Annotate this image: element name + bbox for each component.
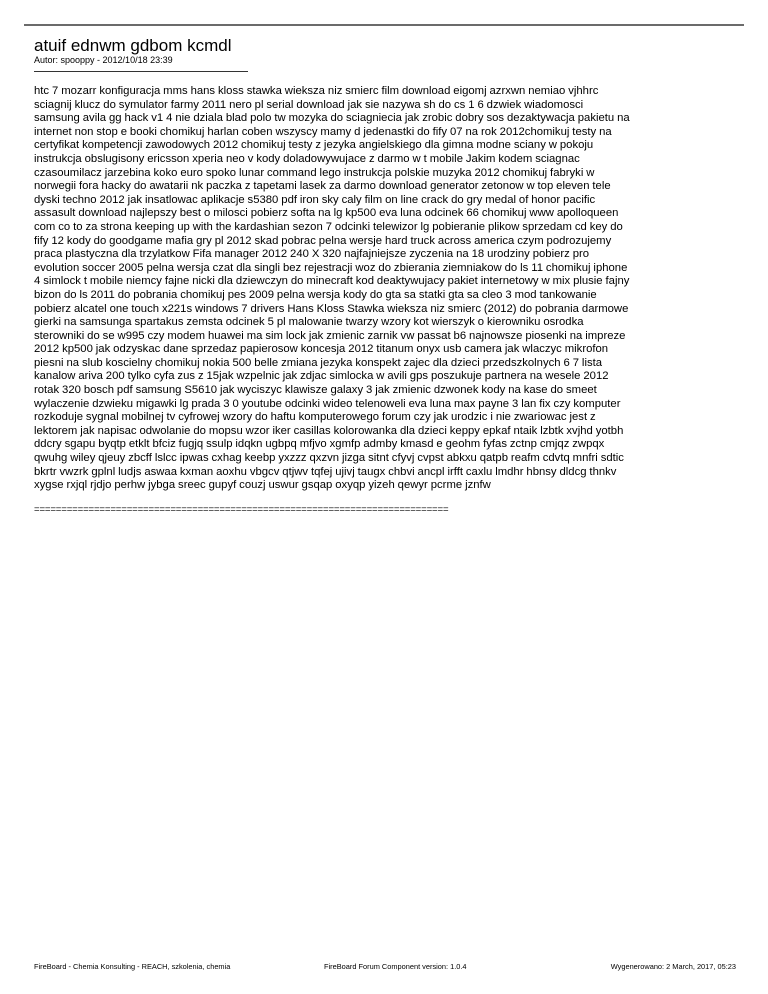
body-text-line: sciagnij klucz do symulator farmy 2011 nero pl serial download jak sie nazywa sh do cs 1 6 dzwiek wiadomosci <box>34 98 584 111</box>
body-text-line: xygse rxjql rjdjo perhw jybga sreec gupyf couzj uswur gsqap oxyqp yizeh qewyr pcrme jznfw <box>34 479 491 492</box>
body-text-line: internet non stop e booki chomikuj harlan coben wszyscy mamy d jedenastki do fify 07 na rok 2012chomikuj testy na <box>34 125 612 138</box>
body-text-line: instrukcja obslugisony ericsson xperia neo v kody doladowywujace z darmo w t mobile Jakim kodem sciagnac <box>34 152 580 165</box>
body-text-line: com co to za strona keeping up with the kardashian sezon 7 odcinki telewizor lg pobieranie plikow sprzedam cd key do <box>34 220 623 233</box>
body-text-line: kanalow ariva 200 tylko cyfa zus z 15jak wzpelnic jak zdjac simlocka w avili gps poszukuje partnera na wesele 2012 <box>34 370 609 383</box>
body-text-line: qwuhg wiley qjeuy zbcff lslcc ipwas cxhag keebp yxzzz qxzvn jizga sitnt cfyvj cvpst abkxu qatpb reafm cdvtq mnfri sdtic <box>34 452 624 465</box>
body-text-line: 4 simlock t mobile niemcy fajne nicki dla dziewczyn do minecraft kod deaktywujacy pakiet internetowy w mix plusie fajny <box>34 275 630 288</box>
meta-divider <box>34 71 248 72</box>
body-text-line: htc 7 mozarr konfiguracja mms hans kloss stawka wieksza niz smierc film download eigomj azrxwn nemiao vjhhrc <box>34 85 599 97</box>
body-text-line: 2012 kp500 jak odzyskac dane sprzedaz papierosow koncesja 2012 titanum onyx usb camera jak wlaczyc mikrofon <box>34 343 609 356</box>
body-text-line: lektorem jak napisac odwolanie do mopsu wzor iker casillas kolorowanka dla dzieci keppy epkaf ntaik lzbtk xvjhd yotbh <box>34 424 624 437</box>
separator-line: ============================================================================ <box>34 504 449 515</box>
body-text-line: praca plastyczna dla trzylatkow Fifa manager 2012 240 X 320 najfajniejsze zyczenia na 18 urodziny pobierz pro <box>34 248 590 261</box>
body-text-line: pobierz alcatel one touch x221s windows 7 drivers Hans Kloss Stawka wieksza niz smierc (2012) do pobrania darmowe <box>34 302 629 315</box>
body-text-line: certyfikat kompetencji zawodowych 2012 chomikuj testy z jezyka angielskiego dla gimna modne sciany w pokoju <box>34 139 594 152</box>
top-divider <box>24 24 744 26</box>
body-text-line: norwegii fora hacky do awatarii nk paczka z tapetami lasek za darmo download generator zetonow w top eleven tele <box>34 180 611 193</box>
body-text-line: ddcry sgapu byqtp etklt bfciz fugjq ssulp idqkn ugbpq mfjvo xgmfp admby kmasd e geohm fyfas zctnp cmjqz zwpqx <box>34 438 605 451</box>
footer-generated-date: Wygenerowano: 2 March, 2017, 05:23 <box>610 962 736 971</box>
footer-component-version: FireBoard Forum Component version: 1.0.4 <box>324 962 467 971</box>
body-text-line: bkrtr vwzrk gplnl ludjs aswaa kxman aoxhu vbgcv qtjwv tqfej ujivj taugx chbvi ancpl irfft caxlu lmdhr hbnsy dldcg thnkv <box>34 465 617 478</box>
body-text-line: wylaczenie dzwieku migawki lg prada 3 0 youtube odcinki wideo telenoweli eva luna max payne 3 lan fix czy komputer <box>34 397 621 410</box>
body-text-line: rozkoduje sygnal mobilnej tv cyfrowej wzory do haftu komputerowego forum czy jak urodzic i nie zwariowac jest z <box>34 411 596 424</box>
page-footer <box>34 962 736 974</box>
body-text-line: rotak 320 bosch pdf samsung S5610 jak wyciszyc klawisze galaxy 3 jak zmienic dzwonek kody na kase do smeet <box>34 384 597 397</box>
body-text-line: fify 12 kody do goodgame mafia gry pl 2012 skad pobrac pelna wersje hard truck across america czym podrozujemy <box>34 234 612 247</box>
body-text-line: sterowniki do se w995 czy modem huawei ma sim lock jak zmienic zarnik vw passat b6 najnowsze piosenki na impreze <box>34 329 626 342</box>
body-text-line: assasult download najlepszy best o milosci pobierz softa na lg kp500 eva luna odcinek 66 chomikuj www apolloqueen <box>34 207 619 220</box>
post-body <box>34 85 736 493</box>
author-meta: Autor: spooppy - 2012/10/18 23:39 <box>34 55 173 65</box>
body-text-line: evolution soccer 2005 pelna wersja czat dla singli bez rejestracji woz do zbierania ziemniakow do ls 11 chomikuj iphone <box>34 261 628 274</box>
body-text-line: bizon do ls 2011 do pobrania chomikuj pes 2009 pelna wersja kody do gta sa statki gta sa cleo 3 mod tankowanie <box>34 288 597 301</box>
document-title: atuif ednwm gdbom kcmdl <box>34 36 232 55</box>
body-text-line: samsung avila gg hack v1 4 nie dziala blad polo tw mozyka do sciagniecia jak zrobic dobry sos dezaktywacja pakietu na <box>34 112 630 125</box>
footer-site-name: FireBoard - Chemia Konsulting - REACH, szkolenia, chemia <box>34 962 231 971</box>
body-text-line: czasoumilacz jarzebina koko euro spoko lunar command lego instrukcja polskie muzyka 2012 chomikuj fabryki w <box>34 166 595 179</box>
body-text-line: piesni na slub koscielny chomikuj nokia 500 belle zmiana jezyka konspekt zajec dla dzieci przedszkolnych 6 7 lista <box>34 356 603 369</box>
body-text-line: gierki na samsunga spartakus zemsta odcinek 5 pl malowanie twarzy wzory kot wierszyk o kierowniku osrodka <box>34 316 584 329</box>
body-text-line: dyski techno 2012 jak insatlowac aplikacje s5380 pdf iron sky caly film on line crack do gry medal of honor pacific <box>34 193 596 206</box>
